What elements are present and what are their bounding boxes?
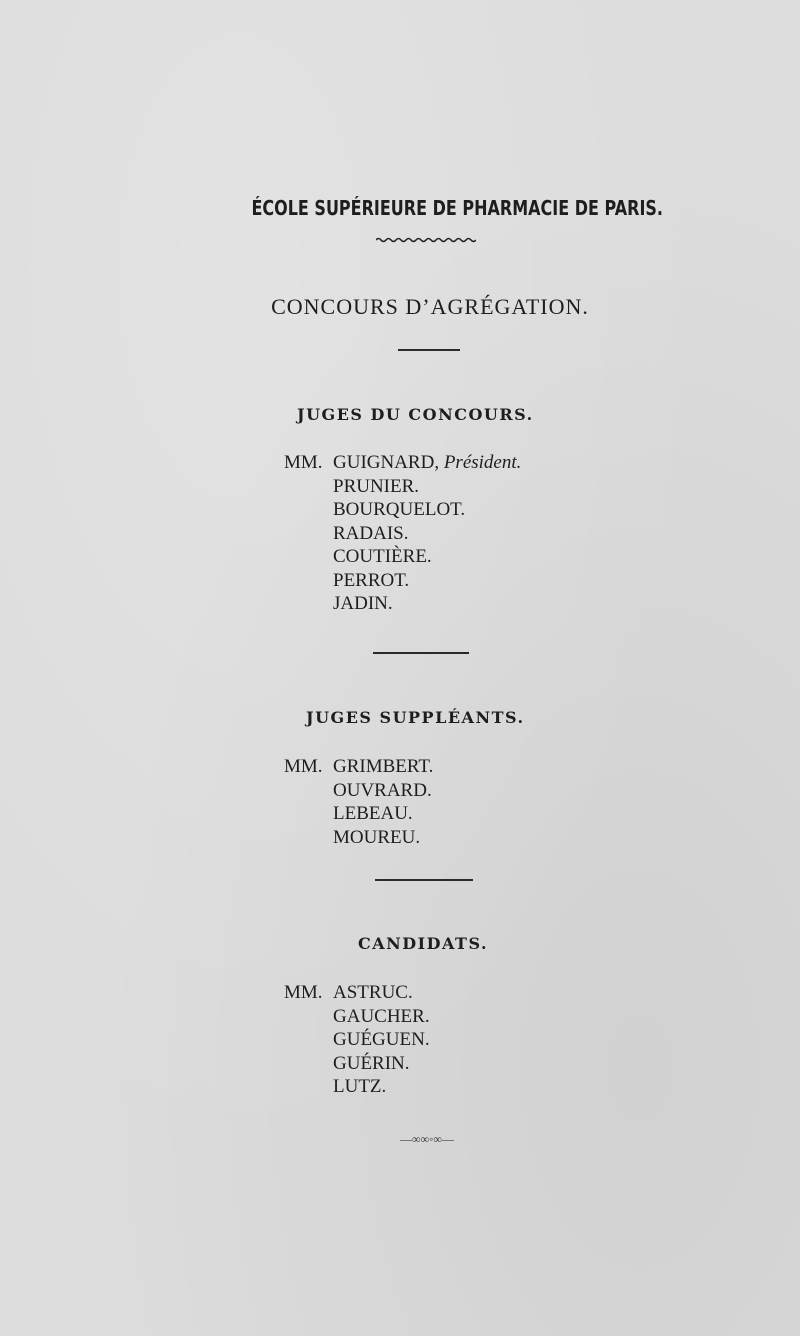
competition-title: CONCOURS D’AGRÉGATION. [271,294,589,319]
list-prefix: MM. [284,756,323,777]
list-prefix: MM. [284,982,323,1003]
member-name: OUVRARD. [333,779,432,801]
member-name: GAUCHER. [333,1005,430,1027]
member-name: GRIMBERT. [333,756,434,777]
divider-rule [375,879,473,881]
divider-rule [398,349,460,351]
member-name: PRUNIER. [333,475,420,497]
fleuron-ornament-icon: —∞∞◦∞— [400,1132,454,1146]
member-name: BOURQUELOT. [333,499,466,520]
member-name: JADIN. [333,593,393,614]
member-name: ASTRUC. [333,982,413,1003]
wavy-divider [376,236,476,244]
member-name: LEBEAU. [333,803,413,824]
member-name: MOUREU. [333,826,421,848]
school-title-block [200,196,664,220]
section-heading-judges: JUGES DU CONCOURS. [297,405,534,424]
member-name: GUÉRIN. [333,1052,410,1074]
member-name: LUTZ. [333,1076,387,1097]
member-name: GUIGNARD, [333,452,440,473]
member-name: RADAIS. [333,522,409,544]
school-title: ÉCOLE SUPÉRIEURE DE PHARMACIE DE PARIS. [251,196,664,220]
president-note: Président. [443,452,522,473]
section-heading-candidates: CANDIDATS. [358,934,489,953]
section-heading-substitutes: JUGES SUPPLÉANTS. [306,708,525,727]
list-prefix: MM. [284,452,323,473]
divider-rule [373,652,469,654]
member-name: COUTIÈRE. [333,546,432,567]
member-name: PERROT. [333,569,410,591]
member-name: GUÉGUEN. [333,1029,430,1050]
